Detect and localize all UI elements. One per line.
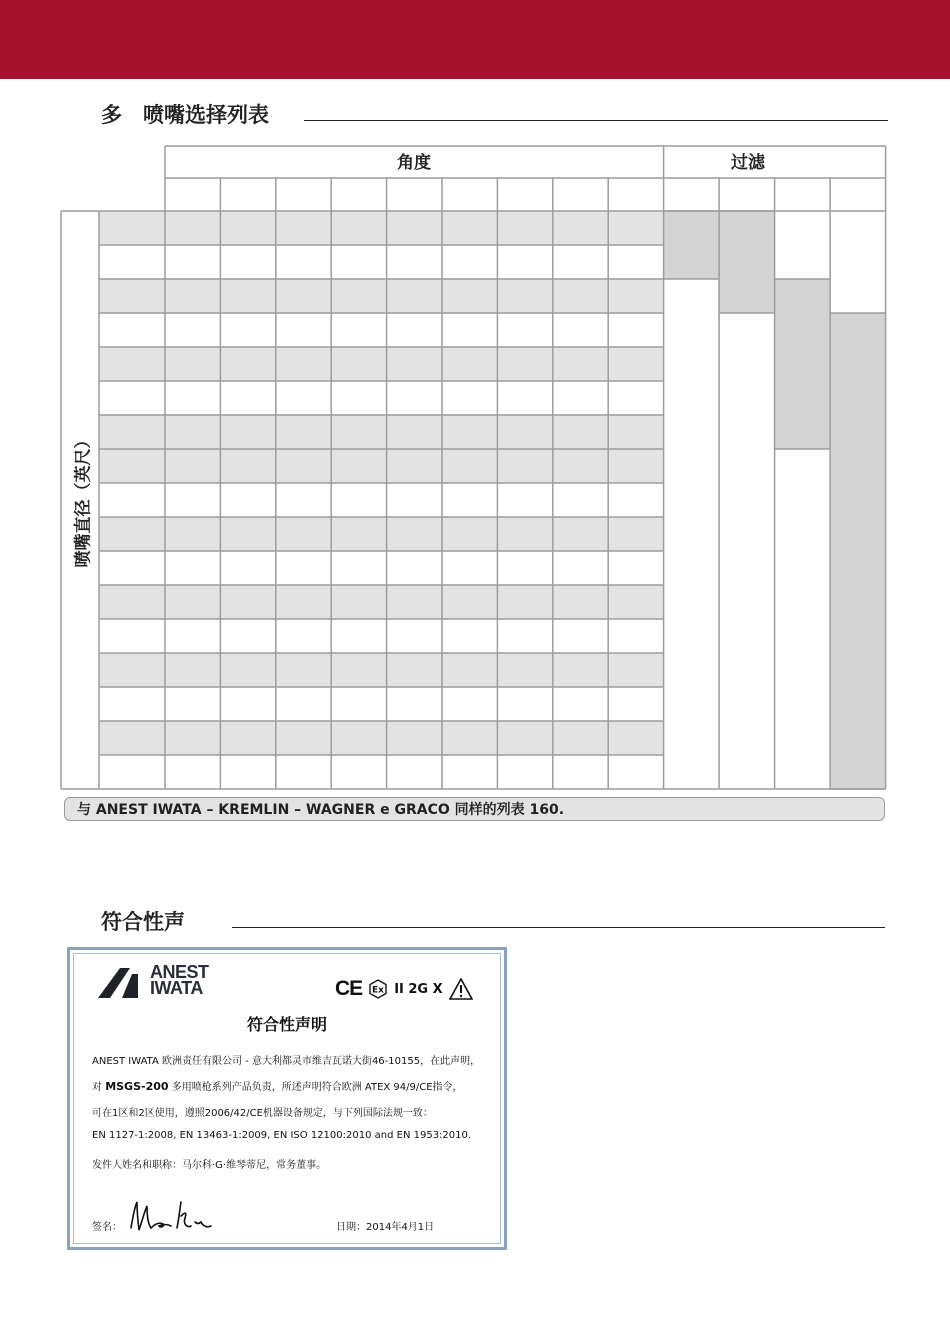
nozzle-table-title: 多 喷嘴选择列表 bbox=[101, 103, 269, 127]
certification-marks bbox=[335, 977, 473, 1001]
filter-coverage-cell bbox=[830, 415, 886, 449]
company-logo-text bbox=[150, 964, 209, 996]
filter-coverage-cell bbox=[830, 755, 886, 789]
angle-header: 角度 bbox=[397, 153, 431, 173]
y-axis-label-box bbox=[67, 210, 95, 788]
declaration-line-3: 可在1区和2区使用，遵照2006/42/CE机器设备规定，与下列国际法规一致： bbox=[92, 1108, 433, 1119]
shaded-row bbox=[99, 347, 664, 381]
shaded-row bbox=[99, 279, 664, 313]
filter-coverage-cell bbox=[775, 381, 831, 415]
certificate-title: 符合性声明 bbox=[246, 1015, 327, 1034]
filter-coverage-cell bbox=[830, 721, 886, 755]
declaration-line-1: ANEST IWATA 欧洲责任有限公司 - 意大利都灵市维吉瓦诺大街46-10155，在此声明， bbox=[92, 1056, 481, 1067]
filter-coverage-cell bbox=[719, 211, 775, 245]
shaded-row bbox=[99, 211, 664, 245]
conformity-title: 符合性声 bbox=[101, 910, 185, 934]
compatibility-note: 与 ANEST IWATA – KREMLIN – WAGNER e GRACO 同样的列表 160. bbox=[64, 797, 885, 821]
filter-coverage-cell bbox=[664, 211, 720, 245]
shaded-row bbox=[99, 415, 664, 449]
filter-coverage-cell bbox=[830, 653, 886, 687]
shaded-row bbox=[99, 721, 664, 755]
filter-coverage-cell bbox=[719, 245, 775, 279]
nozzle-diameter-label: 喷嘴直径（英尺） bbox=[73, 431, 94, 567]
declaration-certificate bbox=[67, 947, 507, 1250]
declaration-line-2 bbox=[92, 1078, 463, 1093]
declaration-line-4: EN 1127-1:2008, EN 13463-1:2009, EN ISO 12100:2010 and EN 1953:2010. bbox=[92, 1130, 472, 1141]
filter-coverage-cell bbox=[775, 279, 831, 313]
filter-coverage-cell bbox=[775, 347, 831, 381]
filter-coverage-cell bbox=[775, 313, 831, 347]
filter-header: 过滤 bbox=[731, 153, 765, 173]
logo-line-2: IWATA bbox=[150, 978, 203, 998]
filter-coverage-cell bbox=[830, 381, 886, 415]
filter-coverage-cell bbox=[830, 619, 886, 653]
filter-coverage-cell bbox=[830, 347, 886, 381]
filter-coverage-cell bbox=[830, 687, 886, 721]
declaration-date: 日期：2014年4月1日 bbox=[336, 1222, 435, 1233]
atex-ex-icon bbox=[368, 979, 388, 999]
handwritten-signature bbox=[125, 1198, 225, 1238]
shaded-row bbox=[99, 585, 664, 619]
logo-line-1: ANEST bbox=[150, 962, 209, 982]
filter-coverage-cell bbox=[830, 449, 886, 483]
filter-coverage-cell bbox=[830, 313, 886, 347]
filter-coverage-cell bbox=[830, 483, 886, 517]
filter-coverage-cell bbox=[830, 585, 886, 619]
line2-prefix: 对 bbox=[92, 1082, 106, 1093]
filter-coverage-cell bbox=[830, 517, 886, 551]
filter-coverage-cell bbox=[830, 551, 886, 585]
shaded-row bbox=[99, 653, 664, 687]
shaded-row bbox=[99, 449, 664, 483]
anest-iwata-logo-icon bbox=[98, 968, 148, 998]
shaded-row bbox=[99, 517, 664, 551]
signature-label: 签名： bbox=[92, 1222, 122, 1233]
atex-classification: II 2G X bbox=[394, 981, 443, 997]
product-model: MSGS-200 bbox=[105, 1080, 169, 1093]
filter-coverage-cell bbox=[775, 415, 831, 449]
filter-coverage-cell bbox=[664, 245, 720, 279]
line2-suffix: 多用喷枪系列产品负责，所述声明符合欧洲 ATEX 94/9/CE指令， bbox=[168, 1082, 463, 1093]
ce-mark: CE bbox=[335, 977, 363, 1000]
declaration-line-5: 发件人姓名和职称：马尔科·G·维琴蒂尼，常务董事。 bbox=[92, 1160, 327, 1171]
filter-coverage-cell bbox=[719, 279, 775, 313]
title-rule bbox=[232, 927, 885, 928]
warning-triangle-icon bbox=[449, 978, 473, 1000]
svg-text:Ex: Ex bbox=[372, 985, 385, 996]
